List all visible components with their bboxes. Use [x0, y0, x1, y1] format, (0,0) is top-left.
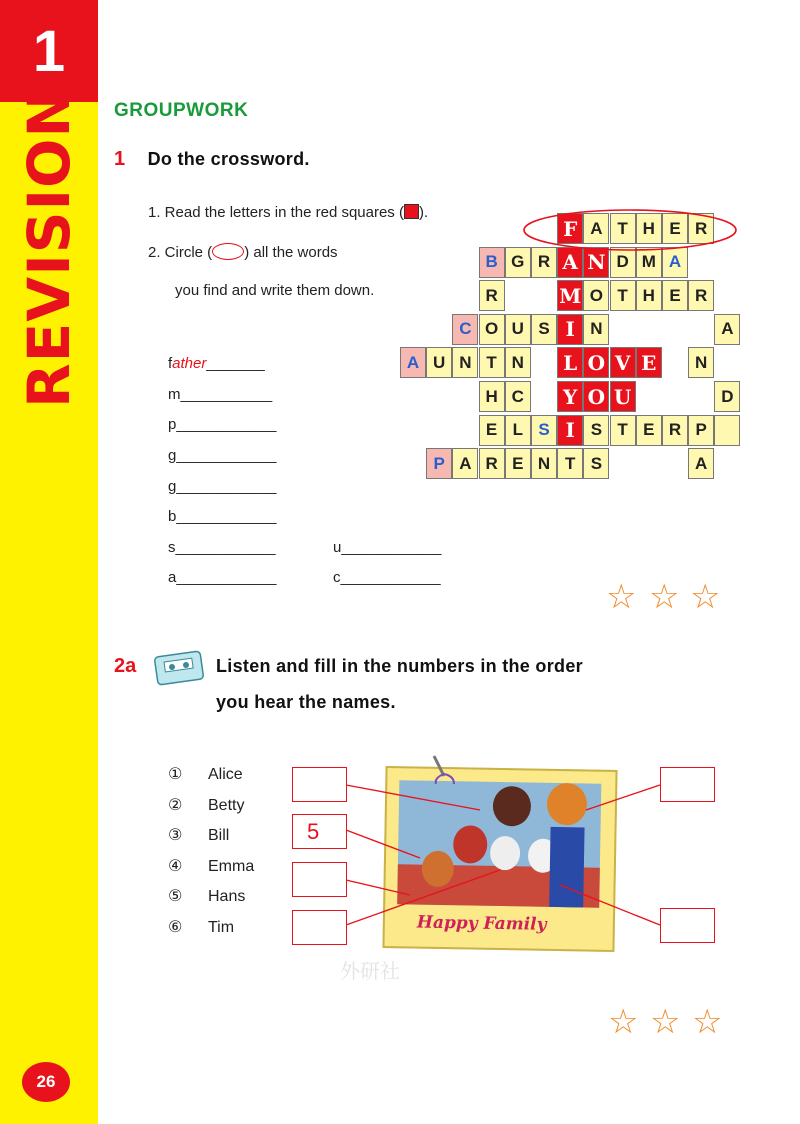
crossword-cell: U [505, 314, 531, 345]
star-icon: ☆ [690, 578, 721, 616]
answer-box[interactable] [292, 767, 347, 802]
name-number: ④ [168, 857, 183, 875]
crossword-cell: S [583, 415, 609, 446]
answer-line-blank: ____________ [176, 416, 277, 433]
crossword-cell: M [636, 247, 662, 278]
crossword-cell: L [505, 415, 531, 446]
answer-line-blank: ____________ [176, 478, 277, 495]
instruction-1-text: 1. Read the letters in the red squares ( [148, 204, 404, 221]
crossword-cell: R [479, 448, 505, 479]
name-label: Emma [208, 857, 255, 875]
crossword-cell: U [610, 381, 636, 412]
crossword-cell: I [557, 415, 583, 446]
crossword-cell: R [479, 280, 505, 311]
answer-box[interactable] [660, 908, 715, 943]
crossword-cell: A [452, 448, 478, 479]
name-number: ① [168, 766, 183, 783]
star-icon: ☆ [650, 1003, 681, 1041]
name-label: Hans [208, 888, 246, 906]
crossword-cell: S [583, 448, 609, 479]
instruction-2-cont: you find and write them down. [175, 282, 375, 299]
answer-line-blank: ____________ [176, 569, 277, 586]
crossword-cell: T [557, 448, 583, 479]
crossword-cell: A [557, 247, 583, 278]
section2a-title-2: you hear the names. [216, 692, 396, 712]
star-icon: ☆ [649, 578, 680, 616]
answer-box-value: 5 [307, 819, 320, 844]
crossword-cell: N [531, 448, 557, 479]
instruction-2-text: 2. Circle ( [148, 244, 213, 261]
crossword-cell: F [557, 213, 583, 244]
crossword-cell: D [714, 381, 740, 412]
crossword-cell: O [583, 347, 609, 378]
crossword-cell: R [688, 213, 714, 244]
section2a-title-1: Listen and fill in the numbers in the order [216, 656, 583, 676]
answer-line-prefix: m [168, 386, 181, 403]
name-label: Tim [208, 919, 235, 936]
name-number: ② [168, 796, 183, 814]
crossword-cell: S [531, 314, 557, 345]
crossword-cell: E [662, 213, 688, 244]
answer-line-blank: ____________ [176, 447, 277, 464]
section1-title: Do the crossword. [147, 149, 310, 169]
crossword-cell: U [426, 347, 452, 378]
answer-line-answer: ather [172, 355, 207, 372]
name-number: ⑥ [168, 919, 183, 936]
page-number: 26 [22, 1062, 70, 1102]
crossword-cell: A [662, 247, 688, 278]
answer-line-prefix: g [168, 478, 177, 495]
name-number: ③ [168, 827, 183, 845]
answer-line-prefix: u [333, 539, 342, 556]
answer-line-prefix: p [168, 416, 177, 433]
answer-line-prefix: c [333, 569, 341, 586]
answer-box[interactable] [292, 910, 347, 945]
answer-line-prefix: g [168, 447, 177, 464]
crossword-cell: E [505, 448, 531, 479]
crossword-cell: D [610, 247, 636, 278]
unit-number: 1 [32, 18, 66, 84]
star-icon: ☆ [692, 1003, 723, 1041]
crossword-cell: O [583, 381, 609, 412]
answer-box[interactable] [292, 814, 347, 849]
crossword-cell: A [400, 347, 426, 378]
crossword-cell: T [479, 347, 505, 378]
crossword-cell: H [479, 381, 505, 412]
answer-line-prefix: b [168, 508, 177, 525]
answer-line-blank: ____________ [175, 539, 276, 556]
crossword-cell: R [662, 415, 688, 446]
crossword-cell: I [557, 314, 583, 345]
name-label: Bill [208, 827, 230, 845]
crossword-cell: O [583, 280, 609, 311]
crossword-cell: N [688, 347, 714, 378]
section1-number: 1 [114, 148, 126, 170]
crossword-cell: T [610, 213, 636, 244]
answer-line-blank: ____________ [176, 508, 277, 525]
crossword-cell: Y [557, 381, 583, 412]
crossword-cell: V [610, 347, 636, 378]
crossword-cell: P [426, 448, 452, 479]
watermark: 外研社 [340, 961, 400, 983]
star-icon: ☆ [608, 1003, 639, 1041]
answer-line-blank: _______ [206, 355, 265, 372]
crossword-cell: E [636, 347, 662, 378]
answer-box[interactable] [660, 767, 715, 802]
crossword-cell: R [688, 280, 714, 311]
crossword-cell: C [505, 381, 531, 412]
answer-line-blank: ____________ [340, 569, 441, 586]
crossword-cell: N [583, 314, 609, 345]
crossword-cell: N [583, 247, 609, 278]
crossword-cell: A [688, 448, 714, 479]
crossword-cell: L [557, 347, 583, 378]
answer-box[interactable] [292, 862, 347, 897]
revision-label: REVISION [15, 88, 83, 408]
crossword-cell: A [714, 314, 740, 345]
crossword-cell: T [610, 280, 636, 311]
crossword-cell: R [531, 247, 557, 278]
section2a-num: 2a [114, 655, 137, 677]
crossword-cell: P [688, 415, 714, 446]
photo-caption: Happy Family [416, 912, 547, 935]
answer-line-prefix: a [168, 569, 177, 586]
crossword-cell: T [610, 415, 636, 446]
answer-line-prefix: s [168, 539, 176, 556]
instruction-1-end: ). [418, 204, 429, 221]
crossword-cell: N [452, 347, 478, 378]
answer-line-blank: ____________ [341, 539, 442, 556]
crossword-cell: A [583, 213, 609, 244]
crossword-cell: E [636, 415, 662, 446]
crossword-cell: E [479, 415, 505, 446]
answer-line-blank: ___________ [180, 386, 273, 403]
answer-line-prefix: f [168, 355, 173, 372]
crossword-cell: O [479, 314, 505, 345]
instruction-2-end: ) all the words [244, 244, 338, 261]
name-number: ⑤ [168, 888, 183, 906]
crossword-cell: G [505, 247, 531, 278]
crossword-cell: H [636, 280, 662, 311]
crossword-cell: B [479, 247, 505, 278]
crossword-cell: H [636, 213, 662, 244]
crossword-cell: E [662, 280, 688, 311]
name-label: Betty [208, 796, 245, 814]
crossword-cell: C [452, 314, 478, 345]
star-icon: ☆ [606, 578, 637, 616]
crossword-cell: N [505, 347, 531, 378]
crossword-cell: M [557, 280, 583, 311]
name-label: Alice [208, 766, 243, 783]
crossword-cell: S [531, 415, 557, 446]
groupwork-heading: GROUPWORK [114, 100, 249, 121]
